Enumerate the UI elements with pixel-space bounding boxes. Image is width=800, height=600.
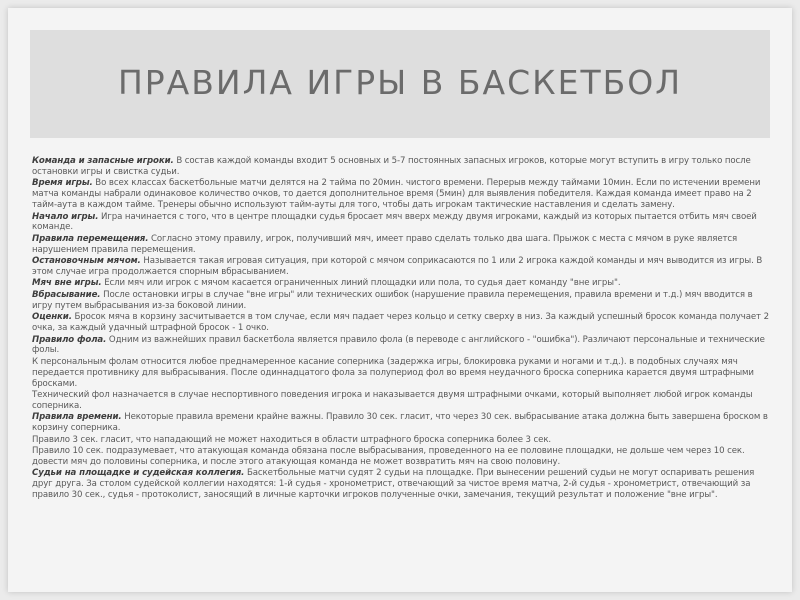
- title-band: [30, 30, 770, 138]
- paragraph-lead: Остановочным мячом.: [32, 256, 141, 267]
- paragraph: [32, 390, 770, 412]
- paragraph-text: Бросок мяча в корзину засчитывается в том случае, если мяч падает через кольцо и сетку сверху в низ. За каждый успешный бросок команда получает 2 очка, за каждый удачный штрафной бросок - 1 очко.: [32, 312, 769, 334]
- paragraph-lead: Правила времени.: [32, 412, 122, 423]
- paragraph-lead: Время игры.: [32, 178, 93, 189]
- paragraph-text: В состав каждой команды входит 5 основных и 5-7 постоянных запасных игроков, которые могут вступить в игру только после остановки игры и свистка судьи.: [32, 156, 751, 177]
- paragraph-text: Если мяч или игрок с мячом касается ограниченных линий площадки или пола, то судья дает команду "вне игры".: [101, 278, 621, 289]
- paragraph: [32, 412, 770, 434]
- paragraph: [32, 278, 770, 289]
- paragraph-text: После остановки игры в случае "вне игры" или технических ошибок (нарушение правила перемещения, правила времени и т.д.) мяч вводится в игру путем выбрасывания из-за боковой линии.: [32, 289, 753, 311]
- paragraph-lead: Команда и запасные игроки.: [32, 156, 174, 166]
- paragraph-lead: Судьи на площадке и судейская коллегия.: [32, 468, 245, 479]
- paragraph-text: К персональным фолам относится любое преднамеренное касание соперника (задержка игры, блокировка руками и ногами и т.д.). в подобных случаях мяч передается противнику для выбрасывания. После одиннадцатого фола за полупериод фол во время неудачного броска соперника карается двумя штрафными бросками.: [32, 356, 754, 389]
- paragraph-text: Технический фол назначается в случае неспортивного поведения игрока и наказывается двумя штрафными очками, который выполняет любой игрок команды соперника.: [32, 390, 753, 411]
- slide-title: ПРАВИЛА ИГРЫ В БАСКЕТБОЛ: [117, 63, 683, 102]
- paragraph-lead: Начало игры.: [32, 211, 99, 222]
- slide: [8, 8, 792, 592]
- paragraph: [32, 256, 770, 278]
- paragraph-lead: Вбрасывание.: [32, 289, 101, 300]
- paragraph: [32, 156, 770, 178]
- paragraph-lead: Мяч вне игры.: [32, 278, 102, 289]
- paragraph-text: Правило 3 сек. гласит, что нападающий не может находиться в области штрафного броска соперника более 3 сек.: [32, 434, 552, 445]
- paragraph-text: Баскетбольные матчи судят 2 судьи на площадке. При вынесении решений судьи не могут оспаривать решения друг друга. За столом судейской коллегии находятся: 1-й судья - хронометрист, отвечающий за чистое время матча, 2-й судья - хронометрист, отвечающий за правило 30 сек., судья - протоколист, заносящий в личные карточки игроков полученные очки, замечания, текущий результат и положение "вне игры".: [32, 468, 755, 501]
- paragraph-lead: Правило фола.: [32, 334, 107, 345]
- paragraph-text: Игра начинается с того, что в центре площадки судья бросает мяч вверх между двумя игроками, каждый из которых пытается отбить мяч своей команде.: [32, 211, 757, 233]
- paragraph: [32, 335, 770, 357]
- paragraph: [32, 357, 770, 390]
- paragraph: [32, 446, 770, 468]
- paragraph: [32, 290, 770, 312]
- paragraph-text: Согласно этому правилу, игрок, получивший мяч, имеет право сделать только два шага. Прыжок с места с мячом в руке является нарушением правила перемещения.: [32, 233, 738, 255]
- paragraph: [32, 178, 770, 211]
- paragraph-lead: Оценки.: [32, 312, 72, 323]
- paragraph: [32, 212, 770, 234]
- paragraph-text: Одним из важнейших правил баскетбола является правило фола (в переводе с английского - "ошибка"). Различают персональные и технические фолы.: [32, 334, 765, 356]
- paragraph-text: Правило 10 сек. подразумевает, что атакующая команда обязана после выбрасывания, проведенного на ее половине площадки, не дольше чем через 10 сек. довести мяч до половины соперника, и после этого атакующая команда не может возвратить мяч на свою половину.: [32, 446, 745, 467]
- paragraph: [32, 312, 770, 334]
- paragraph: [32, 468, 770, 501]
- slide-body: [32, 156, 770, 502]
- paragraph-text: Называется такая игровая ситуация, при которой с мячом соприкасаются по 1 или 2 игрока каждой команды и мяч выводится из игры. В этом случае игра продолжается спорным вбрасыванием.: [32, 256, 763, 278]
- paragraph-lead: Правила перемещения.: [32, 233, 149, 244]
- paragraph-text: Некоторые правила времени крайне важны. Правило 30 сек. гласит, что через 30 сек. выбрасывание атака должна быть завершена броском в корзину соперника.: [32, 412, 768, 434]
- paragraph: [32, 435, 770, 446]
- paragraph: [32, 234, 770, 256]
- paragraph-text: Во всех классах баскетбольные матчи делятся на 2 тайма по 20мин. чистого времени. Перерыв между таймами 10мин. Если по истечении времени матча команды набрали одинаковое количество очков, то дается дополнительное время (5мин) для выявления победителя. Каждая команда имеет право на 2 тайм-аута в каждом тайме. Тренеры обычно используют тайм-ауты для того, чтобы дать игрокам тактические наставления и сделать замену.: [32, 178, 761, 211]
